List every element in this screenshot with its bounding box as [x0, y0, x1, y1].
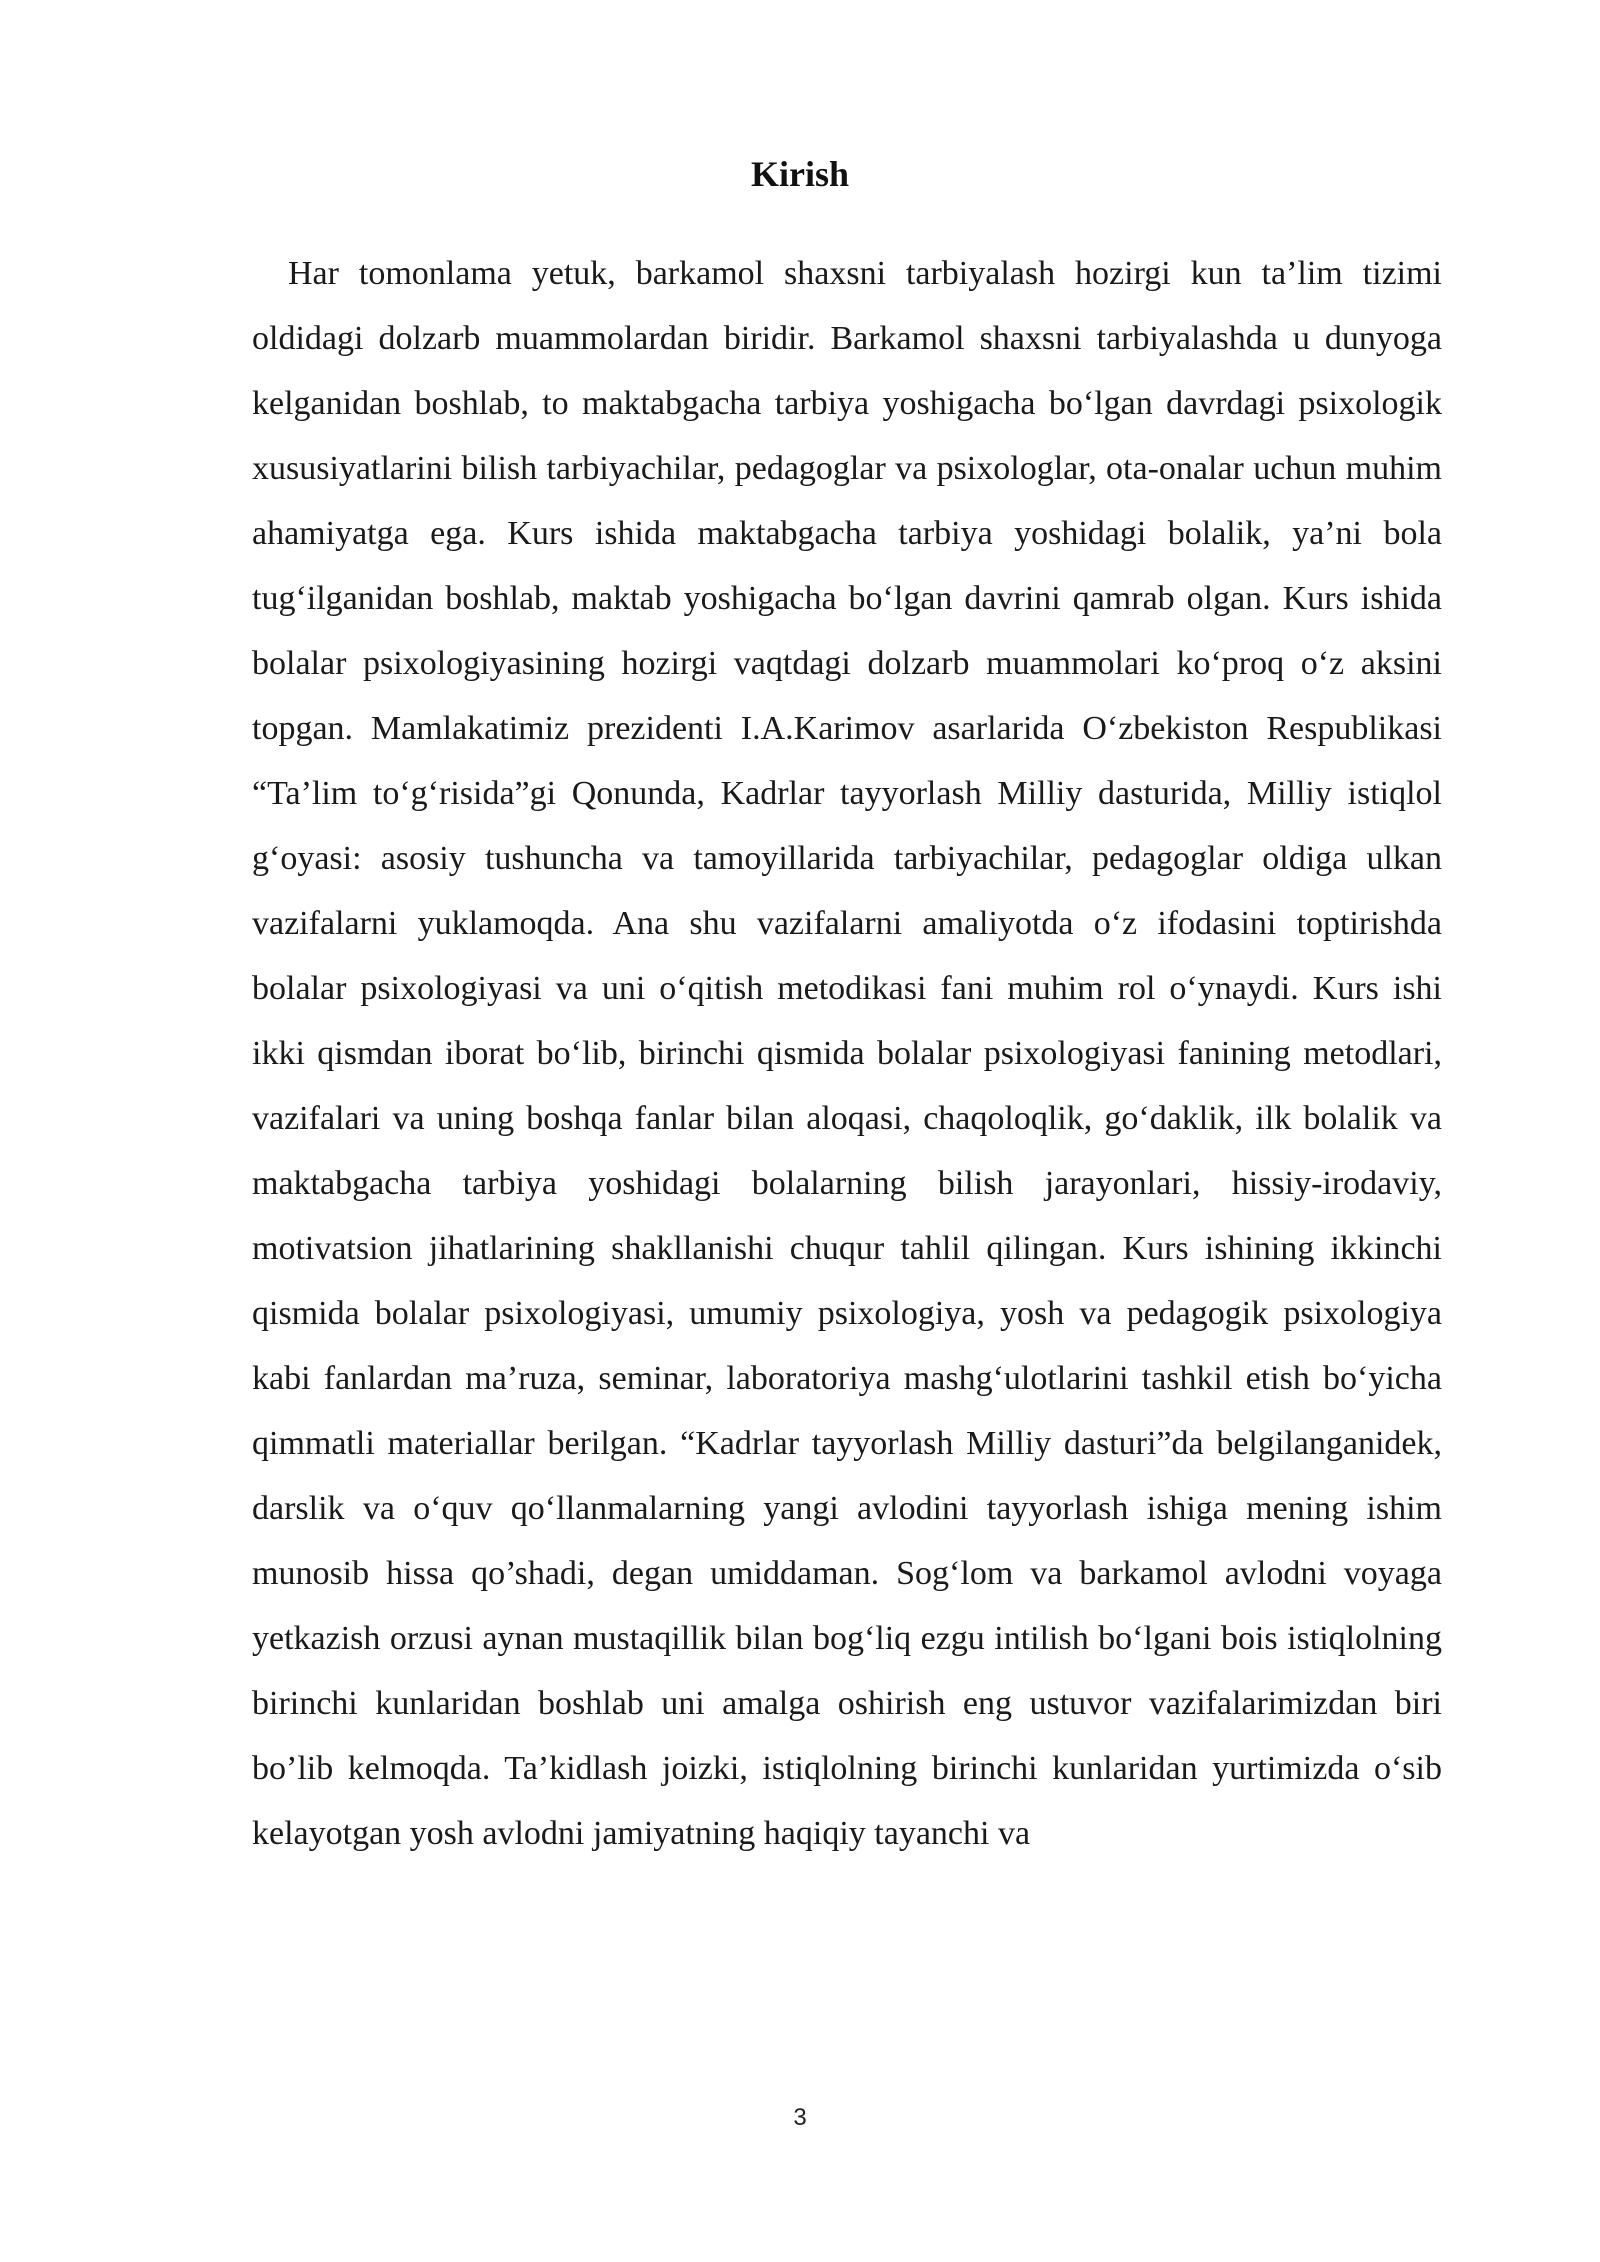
- page-number: 3: [793, 2104, 807, 2131]
- section-heading: Kirish: [750, 154, 849, 194]
- body-paragraph: Har tomonlama yetuk, barkamol shaxsni tarbiyalash hozirgi kun ta’lim tizimi oldidagi dolzarb muammolardan biridir. Barkamol shaxsni tarbiyalashda u dunyoga kelganidan boshlab, to maktabgacha tarbiya yoshigacha bo‘lgan davrdagi psixologik xususiyatlarini bilish tarbiyachilar, pedagoglar va psixologlar, ota-onalar uchun muhim ahamiyatga ega. Kurs ishida maktabgacha tarbiya yoshidagi bolalik, ya’ni bola tug‘ilganidan boshlab, maktab yoshigacha bo‘lgan davrini qamrab olgan. Kurs ishida bolalar psixologiyasining hozirgi vaqtdagi dolzarb muammolari ko‘proq o‘z aksini topgan. Mamlakatimiz prezidenti I.A.Karimov asarlarida O‘zbekiston Respublikasi “Ta’lim to‘g‘risida”gi Qonunda, Kadrlar tayyorlash Milliy dasturida, Milliy istiqlol g‘oyasi: asosiy tushuncha va tamoyillarida tarbiyachilar, pedagoglar oldiga ulkan vazifalarni yuklamoqda. Ana shu vazifalarni amaliyotda o‘z ifodasini toptirishda bolalar psixologiyasi va uni o‘qitish metodikasi fani muhim rol o‘ynaydi. Kurs ishi ikki qismdan iborat bo‘lib, birinchi qismida bolalar psixologiyasi fanining metodlari, vazifalari va uning boshqa fanlar bilan aloqasi, chaqoloqlik, go‘daklik, ilk bolalik va maktabgacha tarbiya yoshidagi bolalarning bilish jarayonlari, hissiy-irodaviy, motivatsion jihatlarining shakllanishi chuqur tahlil qilingan. Kurs ishining ikkinchi qismida bolalar psixologiyasi, umumiy psixologiya, yosh va pedagogik psixologiya kabi fanlardan ma’ruza, seminar, laboratoriya mashg‘ulotlarini tashkil etish bo‘yicha qimmatli materiallar berilgan. “Kadrlar tayyorlash Milliy dasturi”da belgilanganidek, darslik va o‘quv qo‘llanmalarning yangi avlodini tayyorlash ishiga mening ishim munosib hissa qo’shadi, degan umiddaman. Sog‘lom va barkamol avlodni voyaga yetkazish orzusi aynan mustaqillik bilan bog‘liq ezgu intilish bo‘lgani bois istiqlolning birinchi kunlaridan boshlab uni amalga oshirish eng ustuvor vazifalarimizdan biri bo’lib kelmoqda. Ta’kidlash joizki, istiqlolning birinchi kunlaridan yurtimizda o‘sib kelayotgan yosh avlodni jamiyatning haqiqiy tayanchi va: [252, 255, 1442, 1852]
